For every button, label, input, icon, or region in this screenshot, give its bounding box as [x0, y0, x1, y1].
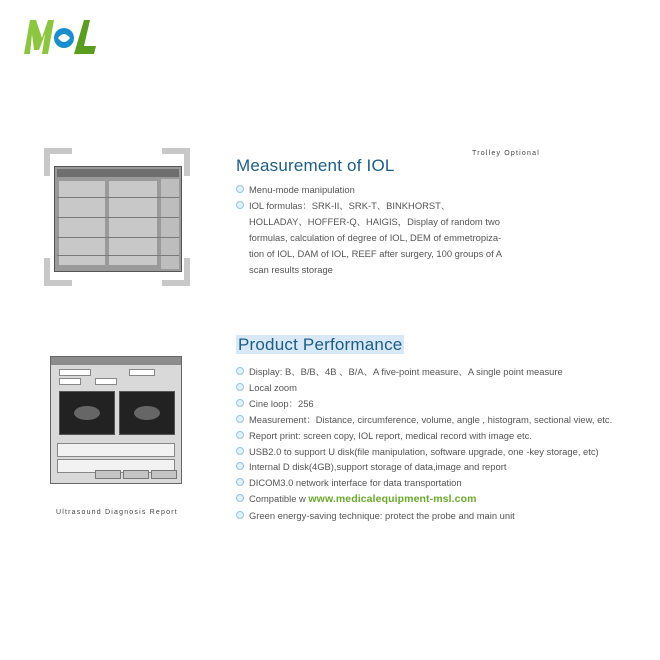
list-item: Internal D disk(4GB),support storage of data,image and report	[236, 459, 646, 475]
list-item: Local zoom	[236, 380, 646, 396]
msl-logo-icon	[24, 16, 96, 56]
report-screenshot	[50, 356, 182, 484]
iol-feature-list	[236, 182, 536, 278]
list-item: Measurement：Distance, circumference, volume, angle , histogram, sectional view, etc.	[236, 412, 646, 428]
list-item: USB2.0 to support U disk(file manipulation, software upgrade, one -key storage, etc)	[236, 444, 646, 460]
list-item: Display: B、B/B、4B 、B/A、A five-point measure、A single point measure	[236, 364, 646, 380]
bullet-icon	[236, 383, 244, 391]
list-item: DICOM3.0 network interface for data transportation	[236, 475, 646, 491]
bullet-icon	[236, 478, 244, 486]
bullet-icon	[236, 494, 244, 502]
bullet-icon	[236, 185, 244, 193]
bullet-icon	[236, 367, 244, 375]
bullet-icon	[236, 399, 244, 407]
bullet-icon	[236, 201, 244, 209]
list-item: Green energy-saving technique: protect the probe and main unit	[236, 508, 646, 524]
bullet-icon	[236, 511, 244, 519]
list-item: Cine loop：256	[236, 396, 646, 412]
bullet-icon	[236, 415, 244, 423]
bullet-icon	[236, 447, 244, 455]
list-item-continuation: tion of IOL, DAM of IOL, REEF after surgery, 100 groups of A	[249, 248, 503, 259]
list-item-continuation: formulas, calculation of degree of IOL, DEM of emmetropiza-	[249, 232, 502, 243]
list-item: Menu-mode manipulation	[236, 182, 536, 198]
iol-heading: Measurement of IOL	[236, 156, 395, 175]
performance-heading: Product Performance	[238, 335, 403, 354]
trolley-caption: Trolley Optional	[472, 150, 540, 157]
report-caption: Ultrasound Diagnosis Report	[56, 509, 178, 516]
brand-logo	[24, 16, 96, 56]
list-item: Compatible w www.medicalequipment-msl.com	[236, 491, 646, 508]
performance-feature-list	[236, 364, 646, 524]
list-item-continuation: HOLLADAY、HOFFER-Q、HAIGIS，Display of random two	[249, 216, 500, 227]
list-item-continuation: scan results storage	[249, 264, 333, 275]
bullet-icon	[236, 462, 244, 470]
list-item: Report print: screen copy, IOL report, medical record with image etc.	[236, 428, 646, 444]
bullet-icon	[236, 431, 244, 439]
list-item: IOL formulas：SRK-II、SRK-T、BINKHORST、	[236, 198, 536, 214]
watermark-url: www.medicalequipment-msl.com	[308, 493, 477, 506]
iol-screenshot	[54, 166, 182, 272]
